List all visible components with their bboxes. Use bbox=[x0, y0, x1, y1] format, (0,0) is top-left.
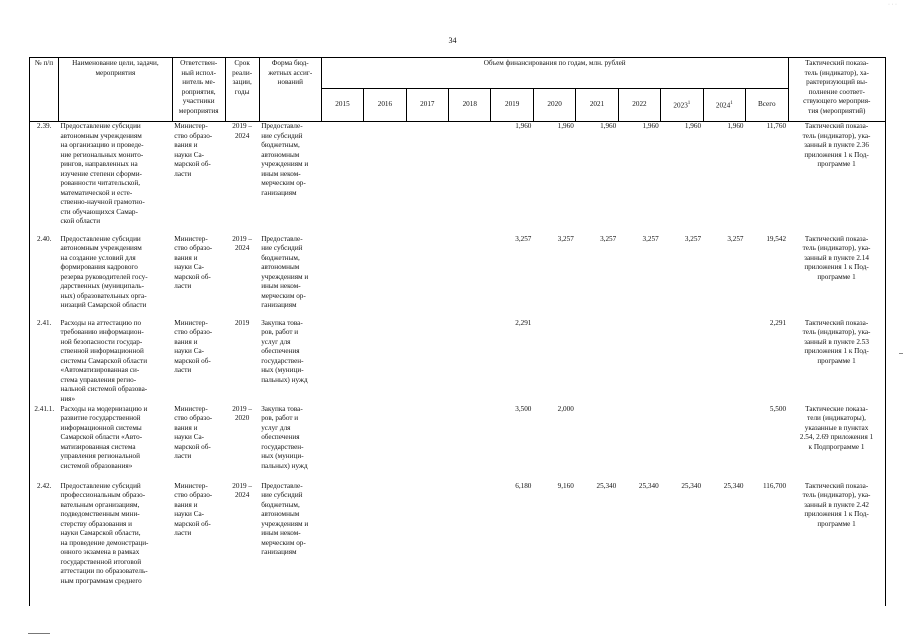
row-responsible: Министер- ство образо- вания и науки Са- марской об- ласти bbox=[174, 404, 213, 460]
header-name: Наименование цели, задачи, мероприятия bbox=[58, 58, 172, 122]
header-year: 2022 bbox=[618, 89, 660, 122]
row-name: Расходы на модернизацию и развитие государственной информационной системы Самарской области «Авто- матизированная система управления региональной системой образования» bbox=[60, 404, 148, 470]
row-value: 1,960 bbox=[515, 122, 532, 130]
row-value bbox=[406, 405, 448, 482]
row-value: 3,257 bbox=[642, 234, 659, 243]
row-number: 2.40. bbox=[30, 235, 59, 319]
header-total: Всего bbox=[746, 89, 789, 122]
row-value bbox=[321, 122, 363, 235]
row-value: 3,257 bbox=[684, 234, 702, 243]
row-name: Предоставление субсидий профессиональным образо- вательным организациям, подведомственным мини- стерству образования и науки Самарской области, на проведение демонстраци- онного экзамена в рамках государственной итоговой аттестации по образователь- ным программам среднего bbox=[60, 481, 149, 585]
bottom-mark bbox=[28, 633, 50, 634]
row-number: 2.41. bbox=[30, 319, 59, 405]
row-value bbox=[576, 319, 618, 405]
row-value bbox=[321, 405, 363, 482]
row-number: 2.42. bbox=[30, 482, 59, 606]
row-form: Предоставле- ние субсидий бюджетным, автономным учреждениям и иным неком- мерческим ор- ганизациям bbox=[261, 234, 309, 309]
row-value bbox=[533, 319, 575, 405]
row-value bbox=[576, 405, 618, 482]
row-indicator: Тактический показа- тель (индикатор), ука- занный в пункте 2.36 приложения 1 к Под- программе 1 bbox=[788, 122, 885, 235]
row-value bbox=[321, 235, 363, 319]
row-term: 2019 bbox=[234, 318, 250, 327]
margin-mark bbox=[899, 353, 903, 354]
row-value bbox=[703, 405, 745, 482]
header-year: 2021 bbox=[576, 89, 618, 122]
header-year: 2020 bbox=[533, 89, 575, 122]
header-year: 2017 bbox=[406, 89, 448, 122]
row-value: 3,257 bbox=[727, 234, 744, 243]
table-row bbox=[30, 122, 886, 235]
row-total: 5,500 bbox=[769, 404, 787, 413]
row-value bbox=[364, 405, 406, 482]
header-year: 2023$^1$ bbox=[661, 89, 703, 122]
row-value bbox=[406, 122, 448, 235]
row-term: 2019 – 2024 bbox=[232, 234, 253, 252]
row-value bbox=[321, 482, 363, 606]
row-value: 1,960 bbox=[600, 122, 617, 130]
row-value: 1,960 bbox=[684, 122, 702, 130]
budget-table bbox=[29, 57, 886, 606]
row-indicator: Тактический показа- тель (индикатор), ука- занный в пункте 2.14 приложения 1 к Под- программе 1 bbox=[788, 235, 885, 319]
row-value: 25,340 bbox=[723, 481, 744, 490]
row-term: 2019 – 2024 bbox=[232, 122, 253, 140]
row-total: 2,291 bbox=[769, 318, 787, 327]
row-value bbox=[661, 319, 703, 405]
row-value bbox=[406, 482, 448, 606]
row-value: 1,960 bbox=[557, 122, 574, 130]
row-form: Предоставле- ние субсидий бюджетным, автономным учреждениям и иным неком- мерческим ор- ганизациям bbox=[261, 481, 309, 556]
header-year: 2018 bbox=[449, 89, 491, 122]
row-value bbox=[618, 405, 660, 482]
header-num: № п/п bbox=[30, 58, 59, 122]
row-indicator: Тактический показа- тель (индикатор), ука- занный в пункте 2.42 приложения 1 к Под- программе 1 bbox=[788, 482, 885, 606]
row-name: Расходы на аттестацию по требованию информацион- ной безопасности государ- ственной информационной системы Самарской области «Автоматизированная си- стема управления регио- нальной системой образова- ния» bbox=[60, 318, 148, 403]
row-value bbox=[449, 235, 491, 319]
row-total: 19,542 bbox=[766, 234, 787, 243]
row-value: 6,180 bbox=[515, 481, 532, 490]
row-form: Закупка това- ров, работ и услуг для обеспечения государствен- ных (муници- пальных) нужд bbox=[261, 404, 308, 470]
row-value: 3,257 bbox=[557, 234, 574, 243]
table-row bbox=[30, 235, 886, 319]
row-value: 2,000 bbox=[557, 404, 574, 413]
row-value: 1,960 bbox=[642, 122, 659, 130]
row-value: 25,340 bbox=[638, 481, 659, 490]
row-value bbox=[661, 405, 703, 482]
row-value: 2,291 bbox=[515, 318, 532, 327]
row-value: 3,257 bbox=[600, 234, 617, 243]
header-indicator: Тактический показа- тель (индикатор), ха- рактеризующий вы- полнение соответ- ствующего мероприя- тия (мероприятий) bbox=[788, 58, 885, 122]
header-year: 2019 bbox=[491, 89, 533, 122]
row-value bbox=[364, 482, 406, 606]
header-year: 2016 bbox=[364, 89, 406, 122]
row-number: 2.41.1. bbox=[30, 405, 59, 482]
row-value bbox=[449, 122, 491, 235]
footnote-mark: 1 bbox=[687, 101, 691, 107]
footnote-mark: 1 bbox=[730, 101, 733, 107]
row-total: 116,700 bbox=[762, 481, 787, 490]
row-form: Предоставле- ние субсидий бюджетным, автономным учреждениям и иным неком- мерческим ор- ганизациям bbox=[261, 122, 309, 197]
row-value: 3,500 bbox=[515, 404, 532, 413]
header-year: 2024$^1$ bbox=[703, 89, 745, 122]
corner-mark: · · · bbox=[888, 2, 897, 8]
row-value bbox=[321, 319, 363, 405]
row-value: 3,257 bbox=[515, 234, 532, 243]
table-row bbox=[30, 482, 886, 606]
row-value: 9,160 bbox=[557, 481, 574, 490]
row-name: Предоставление субсидии автономным учреждениям на создание условий для формирования кадрового резерва руководителей госу- дарственных (муниципаль- ных) образовательных орга- низаций Самарской области bbox=[60, 234, 148, 309]
row-value bbox=[364, 122, 406, 235]
row-value bbox=[703, 319, 745, 405]
row-responsible: Министер- ство образо- вания и науки Са- марской об- ласти bbox=[174, 481, 213, 537]
row-form: Закупка това- ров, работ и услуг для обеспечения государствен- ных (муници- пальных) нужд bbox=[261, 318, 308, 384]
row-term: 2019 – 2020 bbox=[232, 404, 253, 422]
header-form: Форма бюд- жетных ассиг- нований bbox=[259, 58, 321, 122]
row-value: 25,340 bbox=[681, 481, 702, 490]
row-value bbox=[618, 319, 660, 405]
row-value: 25,340 bbox=[596, 481, 617, 490]
table-row bbox=[30, 319, 886, 405]
row-value bbox=[364, 319, 406, 405]
header-year: 2015 bbox=[321, 89, 363, 122]
row-indicator: Тактический показа- тель (индикатор), ука- занный в пункте 2.53 приложения 1 к Под- программе 1 bbox=[788, 319, 885, 405]
header-term: Срок реали- зации, годы bbox=[225, 58, 259, 122]
table-row bbox=[30, 405, 886, 482]
row-number: 2.39. bbox=[30, 122, 59, 235]
row-value bbox=[364, 235, 406, 319]
row-responsible: Министер- ство образо- вания и науки Са- марской об- ласти bbox=[174, 318, 213, 374]
row-value: 1,960 bbox=[727, 122, 744, 130]
row-value bbox=[406, 319, 448, 405]
row-value bbox=[449, 482, 491, 606]
row-responsible: Министер- ство образо- вания и науки Са- марской об- ласти bbox=[174, 122, 213, 178]
row-value bbox=[449, 405, 491, 482]
header-funding: Объем финансирования по годам, млн. рублей bbox=[321, 58, 788, 89]
row-name: Предоставление субсидии автономным учреждениям на организацию и проведе- ние региональных монито- рингов, направленных на изучение степени сформи- рованности читательской, математической и есте- ственно-научной грамотно- сти обучающихся Самар- ской области bbox=[60, 122, 145, 225]
page-number: 34 bbox=[448, 36, 457, 45]
header-responsible: Ответствен- ный испол- нитель ме- роприятия, участники мероприятия bbox=[172, 58, 225, 122]
row-responsible: Министер- ство образо- вания и науки Са- марской об- ласти bbox=[174, 234, 213, 290]
row-value bbox=[449, 319, 491, 405]
row-term: 2019 – 2024 bbox=[232, 481, 253, 499]
row-indicator: Тактические показа- тели (индикаторы), указанные в пунктах 2.54, 2.69 приложения 1 к Подпрограмме 1 bbox=[788, 405, 885, 482]
row-value bbox=[406, 235, 448, 319]
row-total: 11,760 bbox=[766, 122, 787, 130]
